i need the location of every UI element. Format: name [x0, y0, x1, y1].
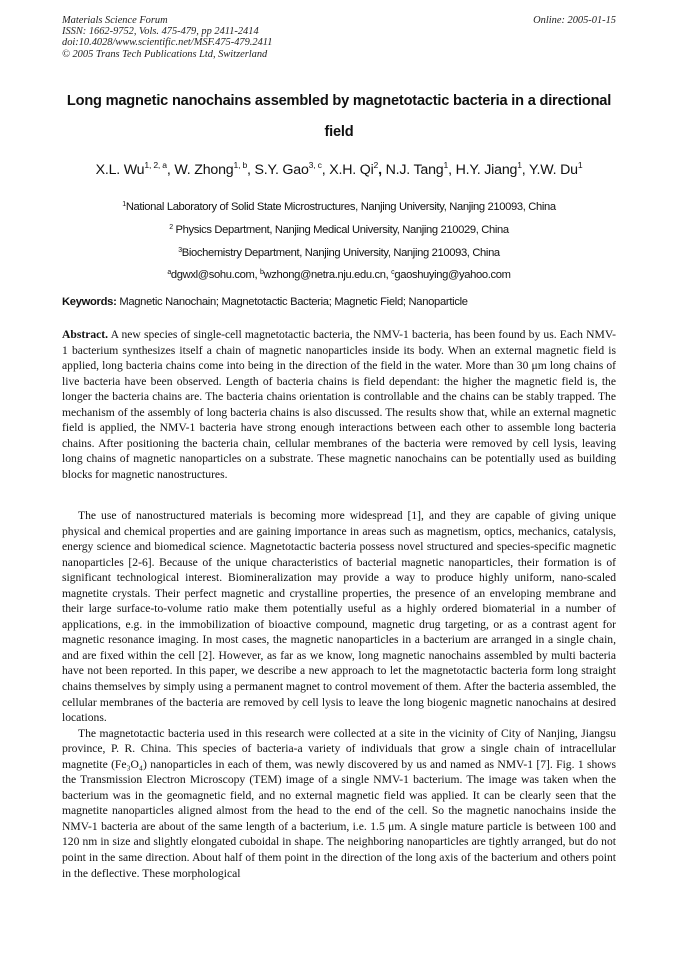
author-name: X.L. Wu: [95, 162, 145, 178]
journal-doi: doi:10.4028/www.scientific.net/MSF.475-479.2411: [62, 37, 273, 49]
author-name: Y.W. Du: [529, 162, 578, 178]
author-name: H.Y. Jiang: [455, 162, 518, 178]
affiliation-1: $^1$National Laboratory of Solid State Microstructures, Nanjing University, Nanjing 210093, China: [122, 201, 556, 213]
author-affiliation-mark: 1: [443, 160, 449, 170]
email-link: gaoshuying@yahoo.com: [394, 269, 511, 281]
email-link: dgwxl@sohu.com,: [170, 269, 260, 281]
author-affiliation-mark: 1: [517, 160, 522, 170]
journal-issn: ISSN: 1662-9752, Vols. 475-479, pp 2411-2414: [62, 26, 259, 38]
main-body: [62, 508, 616, 881]
journal-header: [62, 15, 482, 60]
body-paragraph-1: The use of nanostructured materials is becoming more widespread [1], and they are capable of giving unique physical and chemical properties and are gaining importance in areas such as magnetism, optics, mechanics, catalysis, energy science and biomedical science. Magnetotactic bacteria possess novel structured and species-specific magnetic nanoparticles [2-6]. Because of the unique characteristics of bacterial magnetic nanoparticles, their formation is of significant technological interest. Biomineralization may provide a way to produce highly uniform, nano-scaled magnetite crystals. Their perfect magnetic and crystalline properties, the presence of an enveloping membrane and their large surface-to-volume ratio make them potentially useful as a highly ordered biomaterial in a number of applications, e.g. in the immobilization of bioactive compound, magnetic drug targeting, or as a contrast agent for magnetic resonance imaging. In most cases, the magnetic nanoparticles in a bacterium are arranged in a single chain, and are fixed within the cell [2]. However, as far as we know, long magnetic nanochains assembled by multi bacteria have not been reported. In this paper, we describe a new approach to let the magnetotactic bacteria form long straight chains themselves by simply using a permanent magnet to control movement of them. After the bacteria assembled, the cellular membranes of the bacteria are removed by cell lysis to leave the long biogenic magnetic nanochains at desired locations.: [62, 509, 616, 725]
author-emails: $^a$dgwxl@sohu.com, $^b$wzhong@netra.nju.edu.cn, $^c$gaoshuying@yahoo.com: [167, 269, 511, 281]
body-paragraph-2: The magnetotactic bacteria used in this research were collected at a site in the vicinity of City of Nanjing, Jiangsu province, P. R. China. This species of bacteria-a variety of individuals that grow a single chain of intracellular magnetite (Fe₃O₄) nanoparticles in each of them, was newly discovered by us and named as NMV-1 [7]. Fig. 1 shows the Transmission Electron Microscopy (TEM) image of a single NMV-1 bacterium. The image was taken when the bacterium was in the geomagnetic field, and no external magnetic field was applied. It can be clearly seen that the magnetite nanoparticles aligned almost from the head to the end of the cell. So the magnetic nanochains inside the NMV-1 bacteria are about of the same length of a bacterium, i.e. 1.5 μm. A single mature particle is between 100 and 120 nm in size and slightly elongated cuboidal in shape. The neighboring nanoparticles are tightly arranged, but do not point in the same direction. About half of them point in the direction of the long axis of the bacterium and others point in the deflective. These morphological: [62, 726, 616, 880]
author-name: N.J. Tang: [385, 162, 444, 178]
author-affiliation-mark: 1: [577, 160, 583, 170]
abstract-label: Abstract.: [62, 328, 109, 341]
author-name: W. Zhong: [174, 162, 234, 178]
author-affiliation-mark: 2: [373, 160, 379, 170]
abstract: [62, 327, 616, 482]
keywords-label: Keywords:: [62, 296, 117, 308]
email-link: wzhong@netra.nju.edu.cn,: [263, 269, 392, 281]
affiliation-3: $^3$Biochemistry Department, Nanjing University, Nanjing 210093, China: [178, 247, 500, 259]
journal-name: Materials Science Forum: [62, 15, 168, 26]
author-affiliation-mark: 1, 2, a: [144, 160, 167, 170]
author-affiliation-mark: 3, c: [308, 160, 322, 170]
paper-title: Long magnetic nanochains assembled by magnetotactic bacteria in a directional field: [66, 93, 612, 140]
online-date: Online: 2005-01-15: [533, 15, 616, 26]
author-name: S.Y. Gao: [254, 162, 309, 178]
keywords-text: Magnetic Nanochain; Magnetotactic Bacteria; Magnetic Field; Nanoparticle: [119, 296, 468, 308]
abstract-text: A new species of single-cell magnetotactic bacteria, the NMV-1 bacteria, has been found by us. Each NMV-1 bacterium synthesizes itself a chain of magnetic nanoparticles inside its body. When an external magnetic field is applied, long bacteria chains come into being in the direction of the field in the water. More than 30 μm long chains of live bacteria have been observed. Length of bacteria chains is field dependant: the higher the magnetic field is, the longer the bacteria chains are. The bacteria chains orientation is controllable and the chains can be stably trapped. The mechanism of the assembly of long bacteria chains is also discussed. The results show that, while an external magnetic field is applied, the NMV-1 bacteria have strong enough interactions between each other to assemble long bacteria chains. After positioning the bacteria chain, cellular membranes of the bacteria were removed by cell lysis, leaving long chains of magnetic nanoparticles on a substrate. These magnetic nanochains can be potentially used as building blocks for magnetic nanostructures.: [62, 328, 616, 481]
affiliation-2: $^2$ Physics Department, Nanjing Medical University, Nanjing 210029, China: [169, 224, 509, 236]
author-name: X.H. Qi: [329, 162, 374, 178]
keywords-line: [62, 296, 616, 308]
author-list: X.L. Wu$^{1, 2, a}$, W. Zhong$^{1, b}$, S.Y. Gao$^{3, c}$, X.H. Qi$^2$, N.J. Tang$^1$, H.Y. Jiang$^1$, Y.W. Du$^1$: [95, 160, 583, 178]
author-affiliation-mark: 1, b: [233, 160, 248, 170]
journal-copyright: © 2005 Trans Tech Publications Ltd, Switzerland: [62, 48, 268, 60]
